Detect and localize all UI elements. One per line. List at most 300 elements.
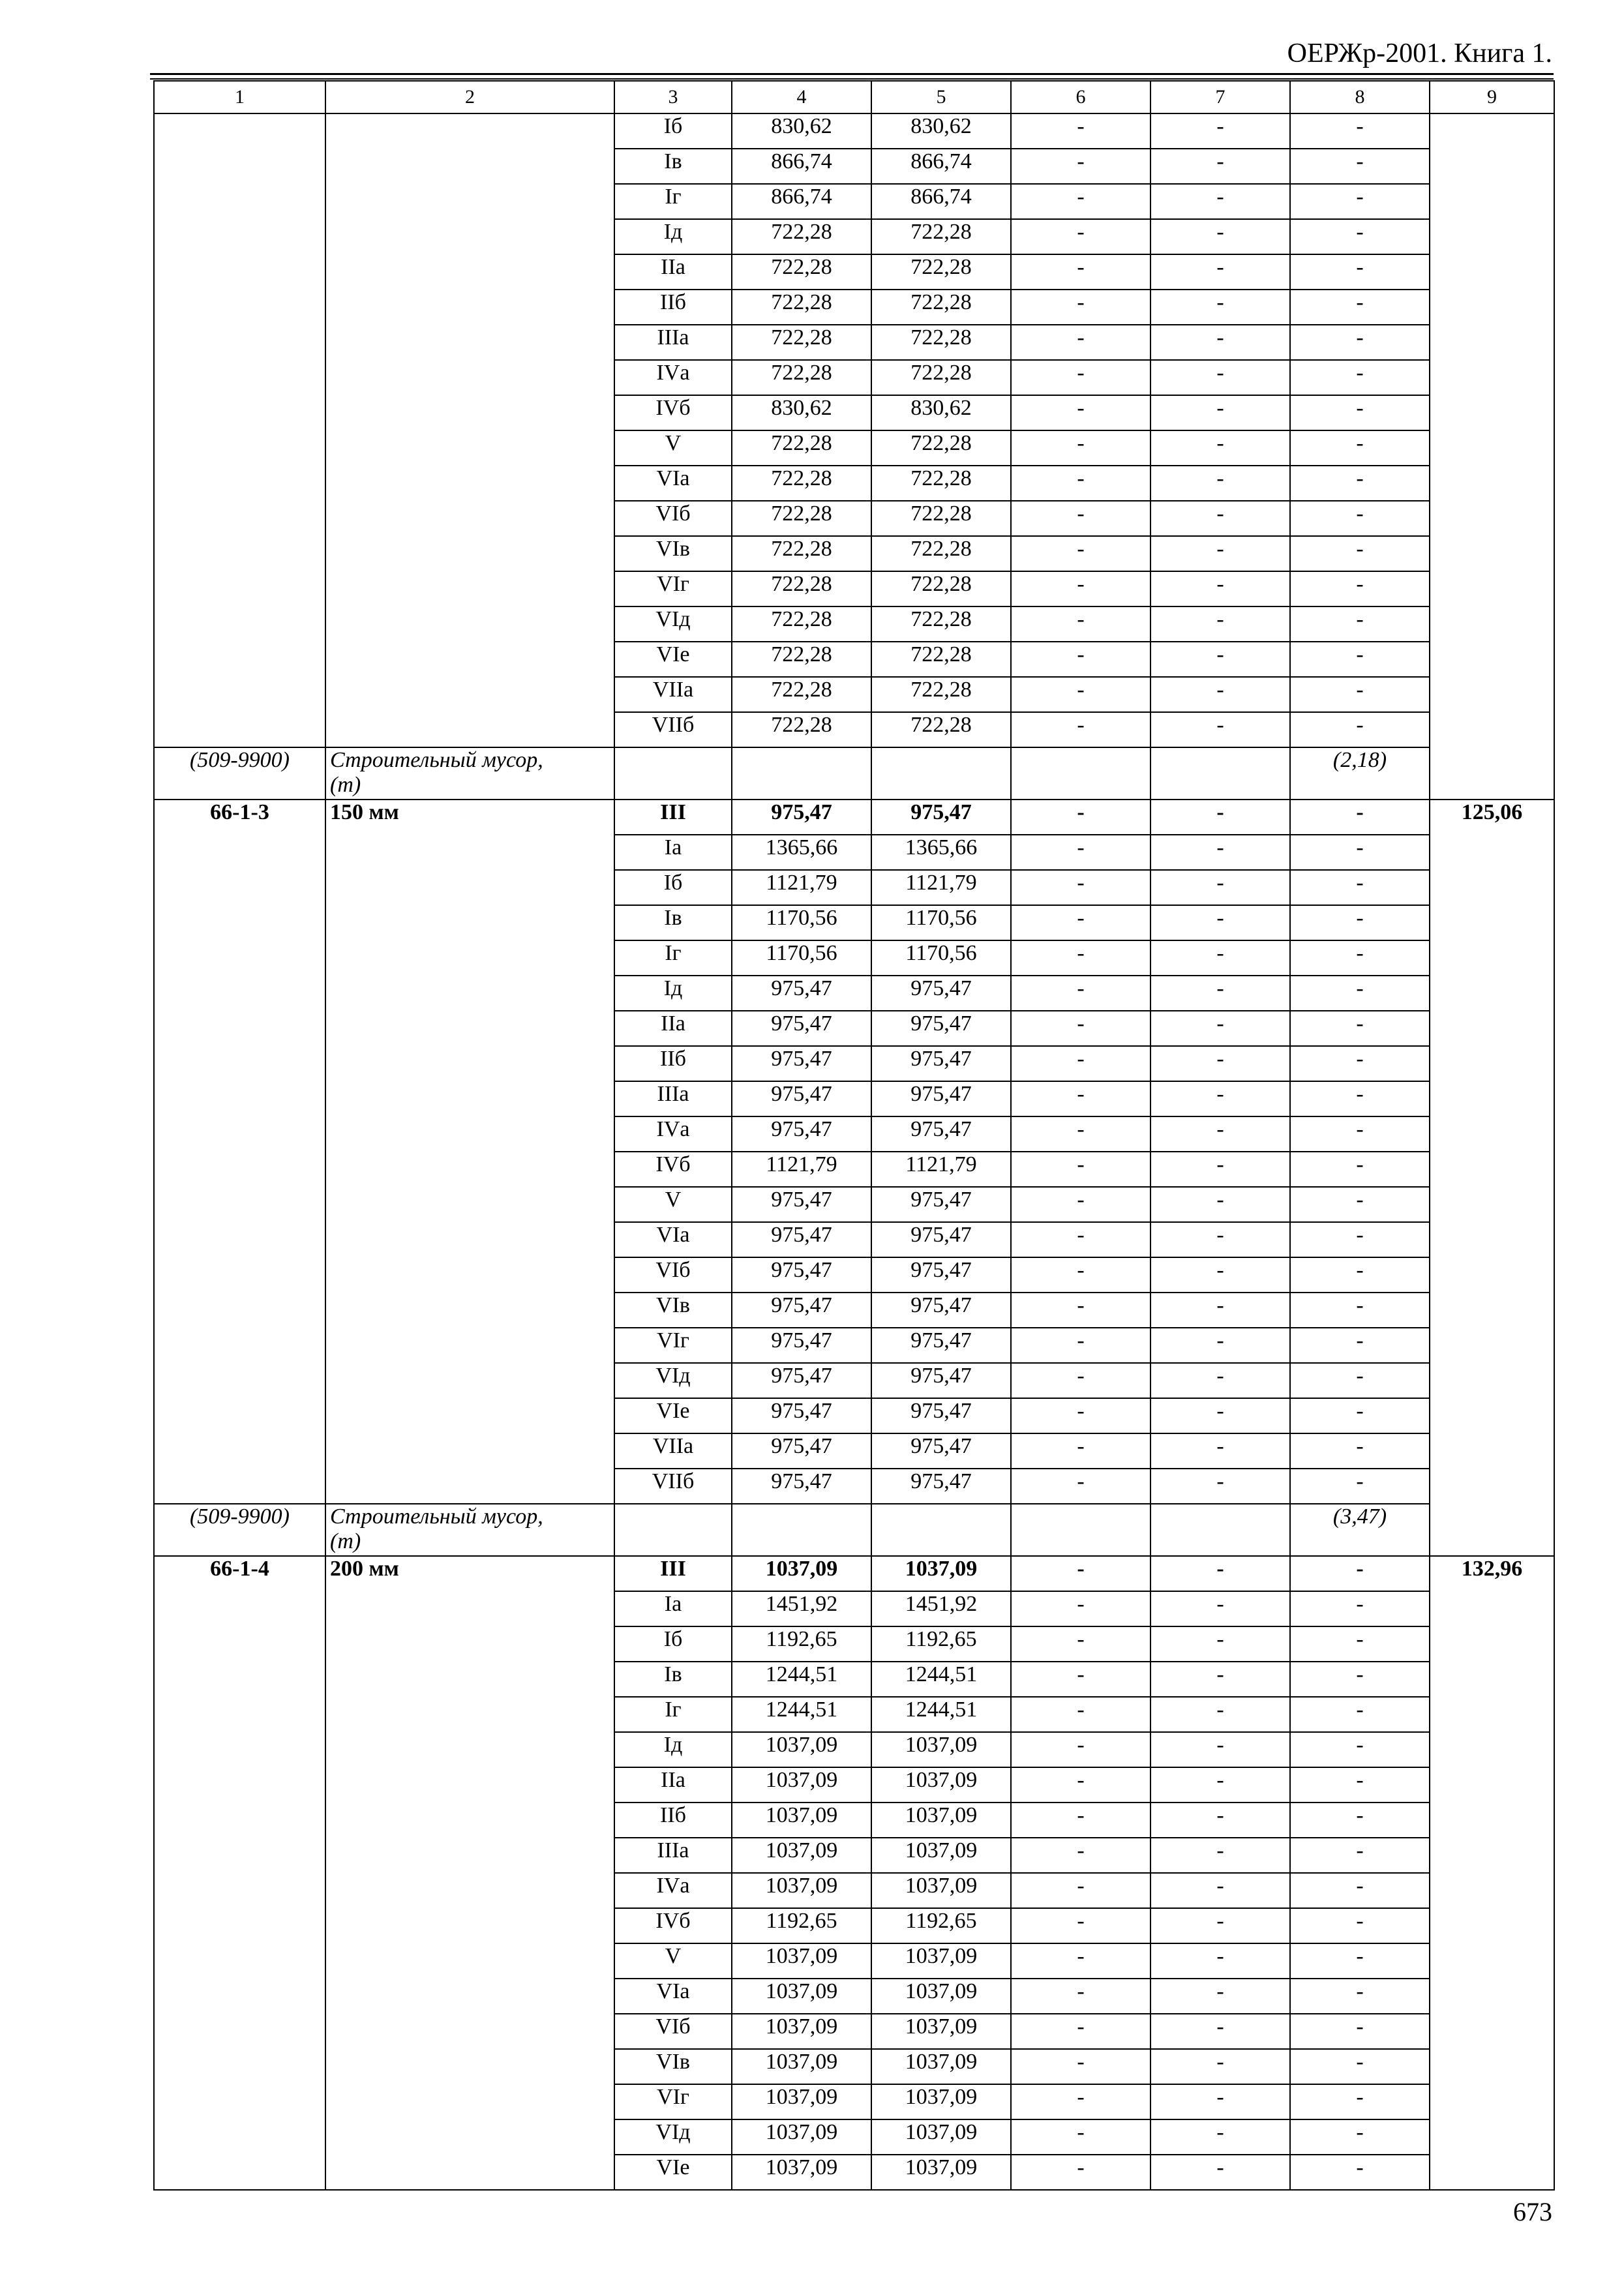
value-col6-cell: -: [1011, 2119, 1150, 2155]
value-col6-cell: -: [1011, 2049, 1150, 2084]
value-col5-cell: 1244,51: [871, 1697, 1011, 1732]
value-col5-cell: 1037,09: [871, 1943, 1011, 1979]
zone-cell: VIв: [614, 536, 732, 571]
value-col8-cell: -: [1290, 1873, 1430, 1908]
value-col8-cell: -: [1290, 1469, 1430, 1504]
zone-cell: VIг: [614, 1328, 732, 1363]
value-col5-cell: 1121,79: [871, 1152, 1011, 1187]
value-col5-cell: 722,28: [871, 254, 1011, 290]
value-col6-cell: -: [1011, 395, 1150, 430]
value-col8-cell: -: [1290, 976, 1430, 1011]
zone-cell: Iг: [614, 940, 732, 976]
value-col8-cell: -: [1290, 1433, 1430, 1469]
value-col7-cell: -: [1150, 571, 1290, 606]
value-col4-cell: 975,47: [732, 1187, 871, 1222]
zone-cell: Iв: [614, 149, 732, 184]
zone-cell: VIв: [614, 1293, 732, 1328]
value-col7-cell: -: [1150, 501, 1290, 536]
value-col8-cell: -: [1290, 940, 1430, 976]
value-col6-cell: -: [1011, 1257, 1150, 1293]
value-col5-cell: 975,47: [871, 800, 1011, 835]
value-col5-cell: 722,28: [871, 501, 1011, 536]
rate-name-cell: 150 мм: [325, 800, 614, 1504]
value-col5-cell: 1037,09: [871, 2119, 1011, 2155]
value-col7-cell: -: [1150, 1838, 1290, 1873]
value-col7-cell: -: [1150, 1943, 1290, 1979]
value-col7-cell: -: [1150, 976, 1290, 1011]
value-col5-cell: 1037,09: [871, 1556, 1011, 1591]
value-col7-cell: -: [1150, 1081, 1290, 1116]
zone-cell: VIб: [614, 501, 732, 536]
value-col8-cell: -: [1290, 677, 1430, 712]
zone-cell: IIа: [614, 1767, 732, 1803]
value-col5-cell: 975,47: [871, 976, 1011, 1011]
value-col6-cell: -: [1011, 1873, 1150, 1908]
waste-empty-cell: [871, 747, 1011, 800]
waste-value-cell: (2,18): [1290, 747, 1430, 800]
value-col8-cell: -: [1290, 290, 1430, 325]
value-col4-cell: 975,47: [732, 1116, 871, 1152]
value-col8-cell: -: [1290, 1697, 1430, 1732]
value-col4-cell: 1170,56: [732, 905, 871, 940]
value-col4-cell: 722,28: [732, 677, 871, 712]
value-col8-cell: -: [1290, 395, 1430, 430]
column-number: 7: [1150, 81, 1290, 113]
value-col8-cell: -: [1290, 1943, 1430, 1979]
value-col5-cell: 722,28: [871, 466, 1011, 501]
waste-empty-cell: [732, 1504, 871, 1556]
zone-cell: VIа: [614, 1979, 732, 2014]
value-col7-cell: -: [1150, 870, 1290, 905]
zone-cell: VIа: [614, 1222, 732, 1257]
zone-cell: IIб: [614, 1803, 732, 1838]
value-col4-cell: 975,47: [732, 1011, 871, 1046]
value-col4-cell: 1037,09: [732, 1556, 871, 1591]
value-col6-cell: -: [1011, 466, 1150, 501]
value-col7-cell: -: [1150, 1873, 1290, 1908]
value-col4-cell: 975,47: [732, 1363, 871, 1398]
value-col8-cell: -: [1290, 1803, 1430, 1838]
value-col6-cell: -: [1011, 1011, 1150, 1046]
value-col7-cell: -: [1150, 290, 1290, 325]
value-col4-cell: 1121,79: [732, 1152, 871, 1187]
value-col4-cell: 722,28: [732, 325, 871, 360]
value-col4-cell: 1037,09: [732, 1803, 871, 1838]
value-col5-cell: 975,47: [871, 1293, 1011, 1328]
value-col5-cell: 722,28: [871, 536, 1011, 571]
value-col6-cell: -: [1011, 1081, 1150, 1116]
zone-cell: IVа: [614, 1873, 732, 1908]
value-col6-cell: -: [1011, 325, 1150, 360]
value-col8-cell: -: [1290, 536, 1430, 571]
zone-cell: VIг: [614, 571, 732, 606]
value-col4-cell: 1192,65: [732, 1626, 871, 1662]
value-col7-cell: -: [1150, 254, 1290, 290]
zone-cell: Iб: [614, 1626, 732, 1662]
value-col7-cell: -: [1150, 1662, 1290, 1697]
value-col8-cell: -: [1290, 606, 1430, 642]
zone-cell: IIIа: [614, 1081, 732, 1116]
value-col5-cell: 866,74: [871, 149, 1011, 184]
column-number: 9: [1430, 81, 1554, 113]
zone-cell: III: [614, 1556, 732, 1591]
zone-cell: IIIа: [614, 1838, 732, 1873]
value-col5-cell: 1121,79: [871, 870, 1011, 905]
value-col7-cell: -: [1150, 940, 1290, 976]
value-col7-cell: -: [1150, 395, 1290, 430]
zone-cell: Iг: [614, 184, 732, 219]
waste-code-cell: (509-9900): [154, 1504, 325, 1556]
value-col8-cell: -: [1290, 1556, 1430, 1591]
value-col8-cell: -: [1290, 1626, 1430, 1662]
value-col5-cell: 975,47: [871, 1363, 1011, 1398]
waste-empty-cell: [614, 1504, 732, 1556]
value-col6-cell: -: [1011, 360, 1150, 395]
value-col8-cell: -: [1290, 870, 1430, 905]
value-col8-cell: -: [1290, 2155, 1430, 2190]
zone-cell: VIв: [614, 2049, 732, 2084]
zone-cell: VIа: [614, 466, 732, 501]
value-col4-cell: 1037,09: [732, 1979, 871, 2014]
waste-name: Строительный мусор,: [330, 748, 543, 772]
value-col7-cell: -: [1150, 712, 1290, 747]
value-col8-cell: -: [1290, 642, 1430, 677]
value-col5-cell: 1037,09: [871, 2155, 1011, 2190]
value-col5-cell: 1037,09: [871, 1873, 1011, 1908]
value-col8-cell: -: [1290, 1222, 1430, 1257]
value-col7-cell: -: [1150, 113, 1290, 149]
value-col6-cell: -: [1011, 1943, 1150, 1979]
value-col7-cell: -: [1150, 1293, 1290, 1328]
column-number: 4: [732, 81, 871, 113]
zone-cell: IVб: [614, 1152, 732, 1187]
value-col6-cell: -: [1011, 1398, 1150, 1433]
value-col4-cell: 1037,09: [732, 1732, 871, 1767]
value-col5-cell: 1192,65: [871, 1908, 1011, 1943]
value-col8-cell: -: [1290, 1591, 1430, 1626]
value-col4-cell: 866,74: [732, 149, 871, 184]
value-col4-cell: 975,47: [732, 1433, 871, 1469]
value-col5-cell: 1037,09: [871, 1979, 1011, 2014]
value-col4-cell: 1365,66: [732, 835, 871, 870]
value-col5-cell: 1037,09: [871, 2014, 1011, 2049]
value-col6-cell: -: [1011, 254, 1150, 290]
value-col6-cell: -: [1011, 1979, 1150, 2014]
value-col8-cell: -: [1290, 1328, 1430, 1363]
value-col8-cell: -: [1290, 219, 1430, 254]
value-col6-cell: -: [1011, 2014, 1150, 2049]
value-col8-cell: -: [1290, 1293, 1430, 1328]
value-col7-cell: -: [1150, 1398, 1290, 1433]
column-number: 8: [1290, 81, 1430, 113]
value-col7-cell: -: [1150, 1979, 1290, 2014]
value-col6-cell: -: [1011, 149, 1150, 184]
value-col7-cell: -: [1150, 2049, 1290, 2084]
zone-cell: Iв: [614, 1662, 732, 1697]
value-col4-cell: 975,47: [732, 1328, 871, 1363]
value-col7-cell: -: [1150, 1257, 1290, 1293]
page-number: 673: [1513, 2197, 1552, 2226]
value-col5-cell: 975,47: [871, 1469, 1011, 1504]
value-col7-cell: -: [1150, 1363, 1290, 1398]
zone-cell: VIе: [614, 2155, 732, 2190]
value-col6-cell: -: [1011, 1363, 1150, 1398]
value-col7-cell: -: [1150, 1626, 1290, 1662]
zone-cell: Iд: [614, 976, 732, 1011]
value-col7-cell: -: [1150, 184, 1290, 219]
waste-empty-cell: [1150, 1504, 1290, 1556]
value-col6-cell: -: [1011, 1732, 1150, 1767]
waste-empty-cell: [1011, 747, 1150, 800]
zone-cell: IIб: [614, 1046, 732, 1081]
value-col5-cell: 722,28: [871, 642, 1011, 677]
value-col5-cell: 722,28: [871, 219, 1011, 254]
value-col7-cell: -: [1150, 677, 1290, 712]
zone-cell: V: [614, 430, 732, 466]
value-col5-cell: 722,28: [871, 325, 1011, 360]
value-col4-cell: 975,47: [732, 1469, 871, 1504]
value-col4-cell: 722,28: [732, 290, 871, 325]
value-col5-cell: 1037,09: [871, 1732, 1011, 1767]
value-col4-cell: 722,28: [732, 466, 871, 501]
zone-cell: IVа: [614, 1116, 732, 1152]
value-col7-cell: -: [1150, 325, 1290, 360]
value-col8-cell: -: [1290, 360, 1430, 395]
value-col8-cell: -: [1290, 1767, 1430, 1803]
value-col7-cell: -: [1150, 430, 1290, 466]
waste-name-cell: [325, 1504, 614, 1556]
value-col4-cell: 1037,09: [732, 2049, 871, 2084]
value-col5-cell: 866,74: [871, 184, 1011, 219]
value-col7-cell: -: [1150, 1697, 1290, 1732]
value-col6-cell: -: [1011, 606, 1150, 642]
value-col6-cell: -: [1011, 1556, 1150, 1591]
value-col7-cell: -: [1150, 1908, 1290, 1943]
zone-cell: Iб: [614, 113, 732, 149]
value-col8-cell: -: [1290, 501, 1430, 536]
value-col6-cell: -: [1011, 642, 1150, 677]
zone-cell: IVа: [614, 360, 732, 395]
value-col5-cell: 722,28: [871, 430, 1011, 466]
zone-cell: IIIа: [614, 325, 732, 360]
value-col7-cell: -: [1150, 1187, 1290, 1222]
value-col6-cell: -: [1011, 870, 1150, 905]
value-col4-cell: 722,28: [732, 501, 871, 536]
total-cell: 125,06: [1430, 800, 1554, 1556]
value-col4-cell: 830,62: [732, 113, 871, 149]
value-col4-cell: 1037,09: [732, 1943, 871, 1979]
value-col6-cell: -: [1011, 1469, 1150, 1504]
value-col6-cell: -: [1011, 2155, 1150, 2190]
value-col6-cell: -: [1011, 976, 1150, 1011]
value-col6-cell: -: [1011, 1433, 1150, 1469]
value-col5-cell: 1244,51: [871, 1662, 1011, 1697]
zone-cell: V: [614, 1943, 732, 1979]
value-col4-cell: 1037,09: [732, 2084, 871, 2119]
value-col6-cell: -: [1011, 290, 1150, 325]
value-col5-cell: 975,47: [871, 1257, 1011, 1293]
waste-code-cell: (509-9900): [154, 747, 325, 800]
value-col8-cell: -: [1290, 2084, 1430, 2119]
value-col5-cell: 830,62: [871, 395, 1011, 430]
value-col5-cell: 975,47: [871, 1081, 1011, 1116]
value-col5-cell: 1037,09: [871, 1838, 1011, 1873]
zone-cell: III: [614, 800, 732, 835]
value-col8-cell: -: [1290, 905, 1430, 940]
value-col5-cell: 1192,65: [871, 1626, 1011, 1662]
value-col6-cell: -: [1011, 712, 1150, 747]
value-col6-cell: -: [1011, 1222, 1150, 1257]
value-col7-cell: -: [1150, 800, 1290, 835]
zone-cell: Iа: [614, 1591, 732, 1626]
value-col5-cell: 1037,09: [871, 1803, 1011, 1838]
waste-name: Строительный мусор,: [330, 1504, 543, 1529]
value-col8-cell: -: [1290, 466, 1430, 501]
table-row-main: [154, 1556, 1554, 1591]
zone-cell: VIIб: [614, 712, 732, 747]
value-col8-cell: -: [1290, 254, 1430, 290]
rate-name-cell: 200 мм: [325, 1556, 614, 2190]
zone-cell: VIе: [614, 642, 732, 677]
value-col4-cell: 975,47: [732, 800, 871, 835]
value-col6-cell: -: [1011, 940, 1150, 976]
value-col8-cell: -: [1290, 325, 1430, 360]
value-col8-cell: -: [1290, 2119, 1430, 2155]
value-col5-cell: 975,47: [871, 1116, 1011, 1152]
zone-cell: Iа: [614, 835, 732, 870]
value-col8-cell: -: [1290, 1398, 1430, 1433]
value-col4-cell: 722,28: [732, 642, 871, 677]
value-col5-cell: 975,47: [871, 1187, 1011, 1222]
value-col8-cell: -: [1290, 1908, 1430, 1943]
value-col8-cell: -: [1290, 149, 1430, 184]
value-col8-cell: -: [1290, 1732, 1430, 1767]
value-col7-cell: -: [1150, 1116, 1290, 1152]
value-col6-cell: -: [1011, 2084, 1150, 2119]
value-col8-cell: -: [1290, 1081, 1430, 1116]
total-cell: 132,96: [1430, 1556, 1554, 2190]
value-col4-cell: 1037,09: [732, 2014, 871, 2049]
value-col4-cell: 1244,51: [732, 1697, 871, 1732]
value-col7-cell: -: [1150, 219, 1290, 254]
column-number: 2: [325, 81, 614, 113]
zone-cell: VIе: [614, 1398, 732, 1433]
value-col5-cell: 975,47: [871, 1011, 1011, 1046]
value-col6-cell: -: [1011, 1328, 1150, 1363]
value-col4-cell: 1037,09: [732, 1767, 871, 1803]
value-col8-cell: -: [1290, 1838, 1430, 1873]
zone-cell: IIа: [614, 1011, 732, 1046]
value-col4-cell: 722,28: [732, 571, 871, 606]
header-rule: [150, 78, 1554, 80]
zone-cell: Iв: [614, 905, 732, 940]
column-number-row: [154, 81, 1554, 113]
value-col7-cell: -: [1150, 1732, 1290, 1767]
value-col4-cell: 1121,79: [732, 870, 871, 905]
value-col7-cell: -: [1150, 360, 1290, 395]
value-col8-cell: -: [1290, 1187, 1430, 1222]
value-col7-cell: -: [1150, 1328, 1290, 1363]
value-col8-cell: -: [1290, 1011, 1430, 1046]
value-col5-cell: 722,28: [871, 606, 1011, 642]
waste-row: [154, 1504, 1554, 1556]
value-col5-cell: 722,28: [871, 360, 1011, 395]
waste-empty-cell: [871, 1504, 1011, 1556]
value-col7-cell: -: [1150, 1152, 1290, 1187]
value-col7-cell: -: [1150, 905, 1290, 940]
value-col4-cell: 722,28: [732, 712, 871, 747]
waste-unit: (т): [330, 773, 361, 797]
value-col6-cell: -: [1011, 1838, 1150, 1873]
zone-cell: VIIа: [614, 677, 732, 712]
value-col4-cell: 1037,09: [732, 1873, 871, 1908]
value-col4-cell: 722,28: [732, 606, 871, 642]
value-col7-cell: -: [1150, 606, 1290, 642]
rate-code-cell: 66-1-4: [154, 1556, 325, 2190]
value-col7-cell: -: [1150, 1222, 1290, 1257]
waste-empty-cell: [1150, 747, 1290, 800]
value-col4-cell: 722,28: [732, 430, 871, 466]
value-col6-cell: -: [1011, 905, 1150, 940]
value-col5-cell: 975,47: [871, 1433, 1011, 1469]
value-col4-cell: 866,74: [732, 184, 871, 219]
value-col7-cell: -: [1150, 1046, 1290, 1081]
value-col5-cell: 975,47: [871, 1222, 1011, 1257]
value-col8-cell: -: [1290, 1046, 1430, 1081]
value-col4-cell: 1037,09: [732, 1838, 871, 1873]
value-col8-cell: -: [1290, 1257, 1430, 1293]
value-col6-cell: -: [1011, 1767, 1150, 1803]
zone-cell: IIб: [614, 290, 732, 325]
zone-cell: IVб: [614, 395, 732, 430]
value-col8-cell: -: [1290, 1152, 1430, 1187]
column-number: 6: [1011, 81, 1150, 113]
waste-empty-cell: [614, 747, 732, 800]
zone-cell: VIб: [614, 1257, 732, 1293]
value-col8-cell: -: [1290, 835, 1430, 870]
page-header-title: ОЕРЖр-2001. Книга 1.: [1287, 38, 1552, 68]
value-col4-cell: 722,28: [732, 536, 871, 571]
value-col5-cell: 975,47: [871, 1046, 1011, 1081]
zone-cell: VIд: [614, 2119, 732, 2155]
value-col6-cell: -: [1011, 835, 1150, 870]
value-col4-cell: 975,47: [732, 1398, 871, 1433]
value-col6-cell: -: [1011, 501, 1150, 536]
waste-empty-cell: [732, 747, 871, 800]
value-col6-cell: -: [1011, 677, 1150, 712]
value-col6-cell: -: [1011, 571, 1150, 606]
value-col4-cell: 830,62: [732, 395, 871, 430]
value-col8-cell: -: [1290, 1363, 1430, 1398]
value-col7-cell: -: [1150, 1433, 1290, 1469]
zone-cell: VIIа: [614, 1433, 732, 1469]
value-col8-cell: -: [1290, 184, 1430, 219]
table-row-main: [154, 800, 1554, 835]
waste-empty-cell: [1011, 1504, 1150, 1556]
value-col6-cell: -: [1011, 1293, 1150, 1328]
value-col4-cell: 975,47: [732, 1257, 871, 1293]
value-col4-cell: 722,28: [732, 360, 871, 395]
zone-cell: IIа: [614, 254, 732, 290]
value-col5-cell: 975,47: [871, 1398, 1011, 1433]
value-col4-cell: 722,28: [732, 254, 871, 290]
value-col6-cell: -: [1011, 1116, 1150, 1152]
zone-cell: Iд: [614, 219, 732, 254]
zone-cell: Iб: [614, 870, 732, 905]
zone-cell: VIIб: [614, 1469, 732, 1504]
value-col6-cell: -: [1011, 800, 1150, 835]
value-col5-cell: 722,28: [871, 677, 1011, 712]
